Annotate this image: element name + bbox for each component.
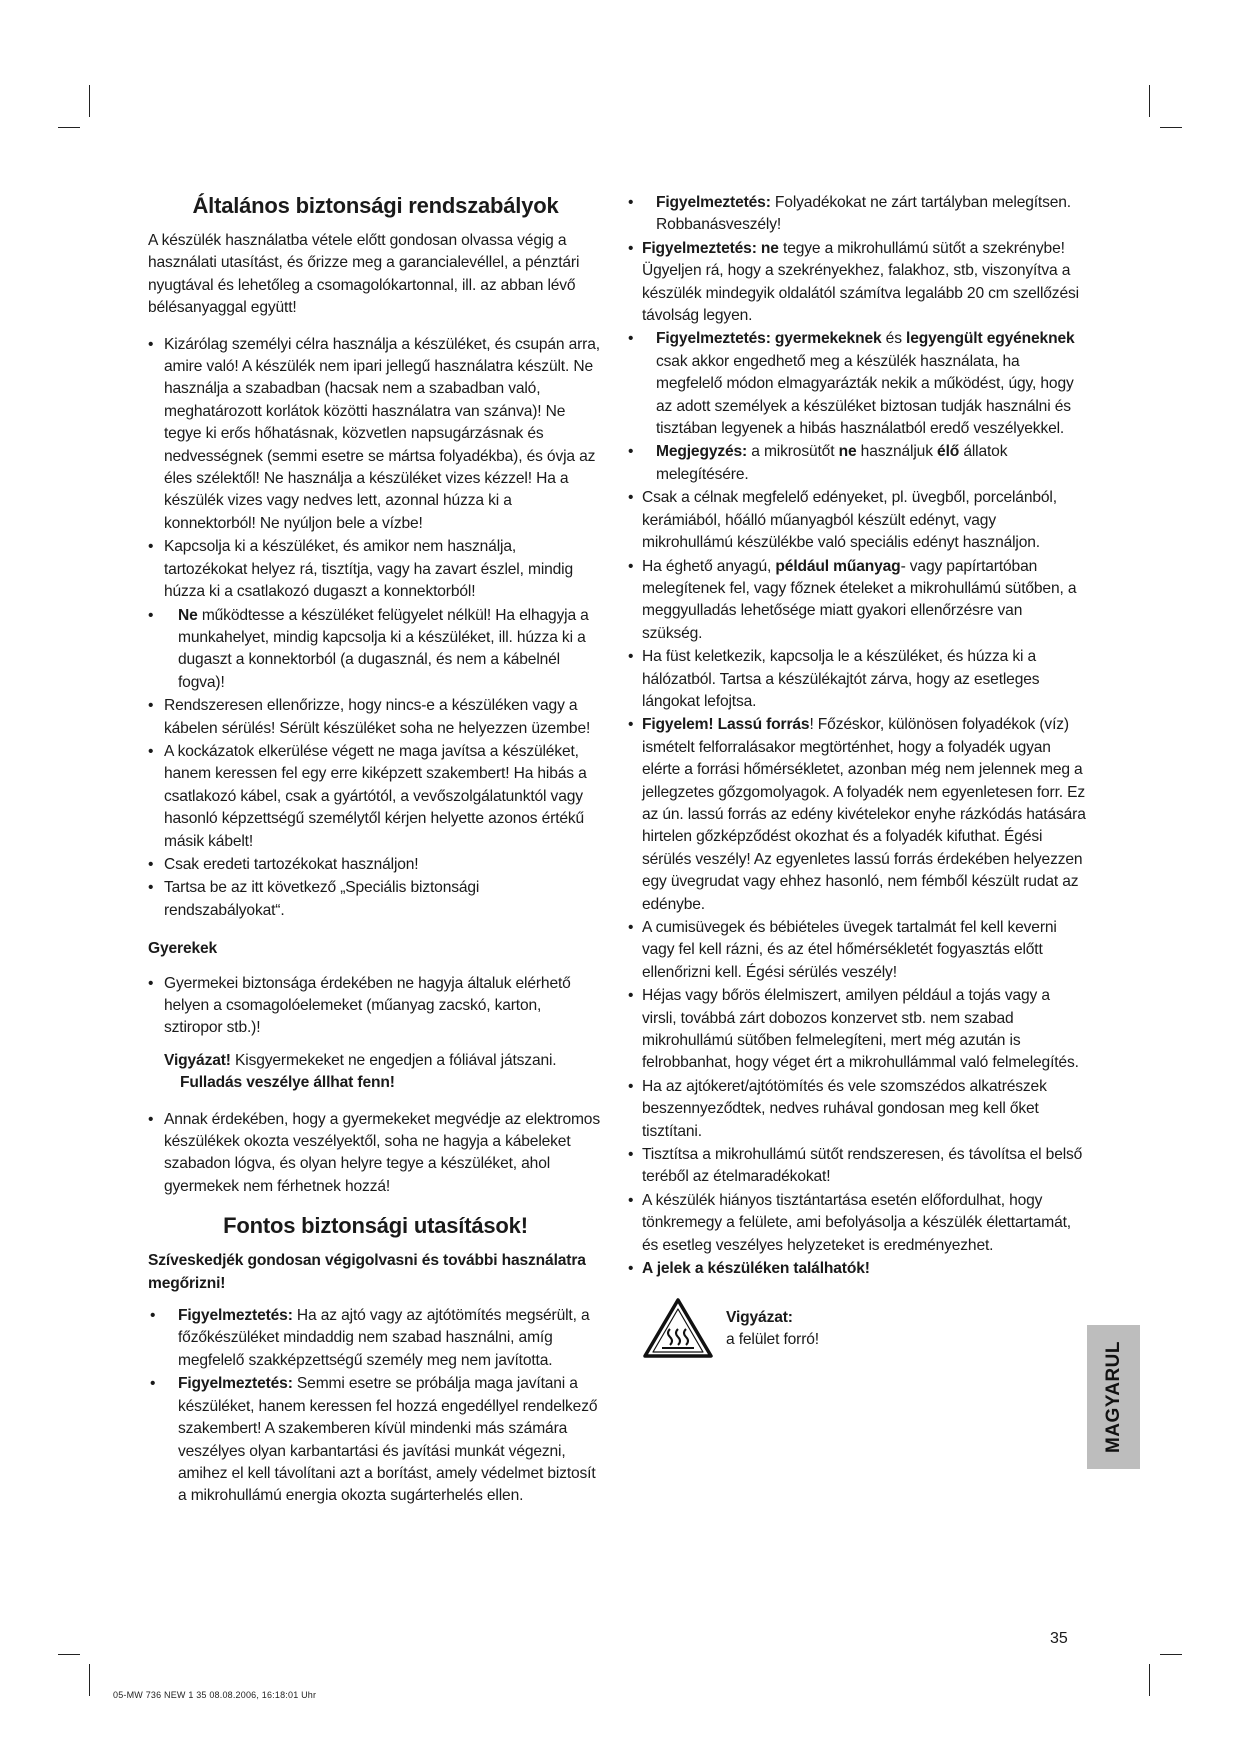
item-text: és <box>881 330 907 348</box>
item-text: Ha éghető anyagú, <box>642 557 776 575</box>
list-item: • Héjas vagy bőrös élelmiszert, amilyen például a tojás vagy a virsli, továbbá zárt dobozos konzervet stb. nem szabad mikrohullámú sütőben felmelegíteni, mert még azután is felrobbanhat, hogy véget ért a mikrohullámmal való felmelegítés. <box>626 985 1086 1075</box>
list-item <box>626 192 1086 237</box>
item-text: Folyadékokat ne zárt tartályban melegítsen. Robbanásveszély! <box>656 194 1071 234</box>
list-item-text: működtesse a készüléket felügyelet nélkül! Ha elhagyja a munkahelyet, mindig kapcsolja ki a készüléket, ill. húzza ki a dugaszt a konnektorból (a dugasznál, és nem a kábelnél fogva)! <box>178 606 589 691</box>
warnings-list <box>626 192 1086 1281</box>
item-label: A jelek a készüléken találhatók! <box>642 1260 870 1278</box>
children-list-2 <box>148 1109 603 1199</box>
list-item <box>626 328 1086 440</box>
item-label: Figyelmeztetés: gyermekeknek <box>656 330 882 348</box>
item-text: - vagy papírtartóban melegítenek fel, vagy főznek ételeket a mikrohullámú sütőben, a meggyulladás lehetősége miatt gyakori ellenőrzésre van szükség. <box>642 557 1077 642</box>
list-item: • A kockázatok elkerülése végett ne maga javítsa a készüléket, hanem keressen fel egy erre kiképzett szakembert! Ha hibás a csatlakozó kábel, csak a gyártótól, a vevőszolgálatunktól vagy hasonló képzettségű személytől kérjen helyette azonos értékű másik kábelt! <box>148 741 603 853</box>
item-label: legyengült egyéneknek <box>906 330 1075 348</box>
item-text: állatok melegítésére. <box>656 443 1008 483</box>
choking-warning <box>148 1050 603 1095</box>
item-bold: élő <box>937 443 960 461</box>
print-footer: 05-MW 736 NEW 1 35 08.08.2006, 16:18:01 Uhr <box>113 1690 317 1700</box>
list-item: • A készülék hiányos tisztántartása esetén előfordulhat, hogy tönkremegy a felülete, ami befolyásolja a készülék élettartamát, és esetleg veszélyes helyzeteket is eredményezhet. <box>626 1190 1086 1257</box>
item-label: Figyelmeztetés: <box>178 1307 293 1325</box>
list-item: • A cumisüvegek és bébiételes üvegek tartalmát fel kell keverni vagy fel kell rázni, és az étel hőmérsékletét fogyasztás előtt ellenőrizni kell. Égési sérülés veszély! <box>626 917 1086 984</box>
list-item: • Kizárólag személyi célra használja a készüléket, és csupán arra, amire való! A készülék nem ipari jellegű használatra készült. Ne használja a szabadban (hacsak nem a szabadban való, meghatározott korlátok közötti használatra van szánva)! Ne tegye ki erős hőhatásnak, közvetlen napsugárzásnak és nedvességnek (semmi esetre se mártsa folyadékba), és óvja az éles szélektől! Ne használja a készüléket vizes kézzel! Ha a készülék vizes vagy nedves lett, azonnal húzza ki a konnektorból! Ne nyúljon bele a vízbe! <box>148 334 603 536</box>
crop-mark <box>89 1664 90 1696</box>
left-column <box>148 192 603 1509</box>
list-item: • Kapcsolja ki a készüléket, és amikor nem használja, tartozékokat helyez rá, tisztítja, vagy ha zavart észlel, mindig húzza ki a csatlakozó dugaszt a konnektorból! <box>148 536 603 603</box>
item-label: Figyelmeztetés: <box>656 194 771 211</box>
children-list-1 <box>148 973 603 1040</box>
list-item: • Csak eredeti tartozékokat használjon! <box>148 854 603 876</box>
crop-mark <box>1149 1664 1150 1696</box>
list-item <box>148 1373 603 1507</box>
list-item: • Rendszeresen ellenőrizze, hogy nincs-e a készüléken vagy a kábelen sérülés! Sérült készüléket soha ne helyezzen üzembe! <box>148 695 603 740</box>
sign-title: Vigyázat: <box>726 1308 793 1326</box>
list-item: • Csak a célnak megfelelő edényeket, pl. üvegből, porcelánból, kerámiából, hőálló műanyagból készült edényt, vagy mikrohullámú készülékbe való speciális edényt használjon. <box>626 487 1086 554</box>
general-rules-list <box>148 334 603 923</box>
sign-caption: a felület forró! <box>726 1330 819 1348</box>
list-item: • Ha az ajtókeret/ajtótömítés és vele szomszédos alkatrészek beszennyeződtek, nedves ruhával gondosan meg kell őket tisztítani. <box>626 1076 1086 1143</box>
list-item: • Tisztítsa a mikrohullámú sütőt rendszeresen, és távolítsa el belső teréből az ételmaradékokat! <box>626 1144 1086 1189</box>
crop-mark <box>58 127 80 128</box>
item-text: a mikrosütőt <box>747 443 839 461</box>
list-item <box>626 714 1086 916</box>
children-heading: Gyerekek <box>148 940 218 958</box>
crop-mark <box>58 1654 80 1655</box>
list-item: • Ha füst keletkezik, kapcsolja le a készüléket, és húzza ki a hálózatból. Tartsa a készülékajtót zárva, hogy az esetleges lángokat lefojtsa. <box>626 646 1086 713</box>
warning-bold: Fulladás veszélye állhat fenn! <box>180 1074 395 1092</box>
warning-label: Vigyázat! <box>164 1051 231 1069</box>
important-list <box>148 1305 603 1508</box>
item-bold: például műanyag <box>775 557 901 575</box>
list-item <box>626 238 1086 328</box>
important-intro: Szíveskedjék gondosan végigolvasni és további használatra megőrizni! <box>148 1252 586 1292</box>
item-bold: ne <box>838 443 857 461</box>
item-text: csak akkor engedhető meg a készülék használata, ha megfelelő módon elmagyarázták nekik a működést, úgy, hogy az adott személyek a készüléket biztosan tudják használni és tisztában legyenek a hibás használatból eredő veszélyekkel. <box>656 352 1074 438</box>
language-tab-label: MAGYARUL <box>1102 1340 1124 1454</box>
list-item: • Tartsa be az itt következő „Speciális biztonsági rendszabályokat“. <box>148 877 603 922</box>
item-label: Figyelem! Lassú forrás <box>642 716 810 734</box>
item-label: Megjegyzés: <box>656 443 748 461</box>
page-number: 35 <box>1050 1630 1068 1647</box>
intro-paragraph: A készülék használatba vétele előtt gondosan olvassa végig a használati utasítást, és őrizze meg a garancialevéllel, a pénztári nyugtával és lehetőleg a csomagolókartonnal, ill. az abban lévő bélésanyaggal együtt! <box>148 232 580 317</box>
crop-mark <box>1160 127 1182 128</box>
section-title-general: Általános biztonsági rendszabályok <box>192 193 559 218</box>
list-item <box>148 1305 603 1372</box>
item-label: Figyelmeztetés: ne <box>642 239 779 257</box>
list-item <box>148 605 603 695</box>
list-item: • Annak érdekében, hogy a gyermekeket megvédje az elektromos készülékek okozta veszélyektől, soha ne hagyja a kábeleket szabadon lógva, és olyan helyre tegye a készüléket, ahol gyermekek nem férhetnek hozzá! <box>148 1109 603 1199</box>
bold-ne: Ne <box>178 606 198 624</box>
list-item <box>626 441 1086 486</box>
right-column <box>626 192 1086 1359</box>
item-text: használjuk <box>856 443 938 461</box>
language-tab <box>1087 1325 1140 1469</box>
list-item <box>626 556 1086 646</box>
item-text: ! Főzéskor, különösen folyadékok (víz) ismételt felforralásakor megtörténhet, hogy a folyadék ugyan elérte a forrási hőmérsékletet, azonban még nem jelennek meg a jellegzetes gőzgomolyagok. A folyadék nem egyenletesen forr. Ez az ún. lassú forrás az edény kivételekor enyhe rázkódás hatására hirtelen gőzképződést okozhat és a folyadék kifuthat. Égési sérülés veszély! Az egyenletes lassú forrás érdekében helyezzen egy üvegrudat vagy ehhez hasonló, nem fémből készült rudat az edénybe. <box>642 716 1086 913</box>
crop-mark <box>1160 1654 1182 1655</box>
item-label: Figyelmeztetés: <box>178 1375 293 1393</box>
hot-surface-warning-icon <box>642 1297 714 1359</box>
list-item: • Gyermekei biztonsága érdekében ne hagyja általuk elérhető helyen a csomagolóelemeket (műanyag zacskó, karton, sztiropor stb.)! <box>148 973 603 1040</box>
crop-mark <box>89 85 90 117</box>
sign-text <box>726 1307 819 1352</box>
section-title-important: Fontos biztonsági utasítások! <box>223 1213 528 1239</box>
item-text: tegye a mikrohullámú sütőt a szekrénybe! Ügyeljen rá, hogy a szekrényekhez, falakhoz, stb, viszonyítva a készülék mindegyik oldalától számítva legalább 20 cm szellőzési távolság legyen. <box>642 239 1079 325</box>
item-text: Ha az ajtó vagy az ajtótömítés megsérült, a főzőkészüléket mindaddig nem szabad használni, amíg megfelelő szakképzettségű személy meg nem javította. <box>178 1307 590 1369</box>
hot-surface-sign <box>642 1297 1086 1359</box>
warning-text: Kisgyermekeket ne engedjen a fóliával játszani. <box>230 1051 557 1069</box>
crop-mark <box>1149 85 1150 117</box>
list-item <box>626 1258 1086 1280</box>
item-text: Semmi esetre se próbálja maga javítani a készüléket, hanem keressen fel hozzá engedéllyel rendelkező szakembert! A szakemberen kívül mindenki más számára veszélyes olyan karbantartási és javítási munkát végezni, amihez el kell távolítani azt a borítást, amely védelmet biztosít a mikrohullámú energia okozta sugárterhelés ellen. <box>178 1375 598 1505</box>
